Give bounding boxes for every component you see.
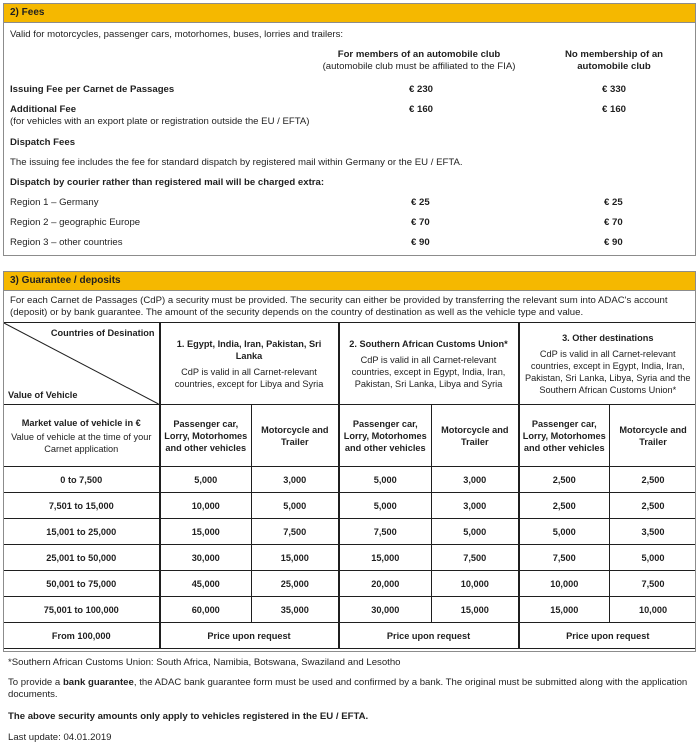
security-amount-cell: 3,000	[432, 467, 519, 493]
vehicle-type-row	[4, 405, 697, 467]
security-amount-cell: 25,000	[252, 571, 339, 597]
value-rows	[4, 467, 697, 623]
security-amount-cell: 5,000	[339, 493, 432, 519]
security-amount-cell: 7,500	[432, 545, 519, 571]
value-range-cell: 25,001 to 50,000	[4, 545, 160, 571]
region-2-nonmembers: € 70	[604, 217, 623, 228]
col-passenger-1: Passenger car, Lorry, Motorhomes and other vehicles	[160, 405, 252, 467]
destination-header-row	[4, 323, 697, 405]
security-amount-cell: 3,000	[432, 493, 519, 519]
security-amount-cell: 5,000	[252, 493, 339, 519]
security-amount-cell: 35,000	[252, 597, 339, 623]
security-amount-cell: 15,000	[519, 597, 610, 623]
additional-fee-label: Additional Fee	[10, 104, 77, 115]
col-motorcycle-2: Motorcycle and Trailer	[432, 405, 519, 467]
bank-guarantee-note	[8, 677, 694, 701]
security-amount-cell: 30,000	[339, 597, 432, 623]
fees-validity: Valid for motorcycles, passenger cars, motorhomes, buses, lorries and trailers:	[10, 29, 344, 40]
region-1-members: € 25	[411, 197, 430, 208]
col-nonmembers-title: No membership of an	[564, 49, 664, 60]
security-amount-cell: 45,000	[160, 571, 252, 597]
col-nonmembers-title2: automobile club	[577, 61, 651, 72]
col-passenger-3: Passenger car, Lorry, Motorhomes and other vehicles	[519, 405, 610, 467]
value-range-cell: 75,001 to 100,000	[4, 597, 160, 623]
table-row	[4, 545, 697, 571]
security-amount-cell: 60,000	[160, 597, 252, 623]
price-request-2: Price upon request	[339, 623, 519, 649]
security-amount-cell: 3,500	[610, 519, 696, 545]
table-row	[4, 571, 697, 597]
security-amount-cell: 5,000	[519, 519, 610, 545]
corner-cell	[4, 323, 160, 405]
destination-2-header	[339, 323, 519, 405]
destination-2-desc: CdP is valid in all Carnet-relevant countries, except in Egypt, India, Iran, Pakistan, Sri Lanka, Libya and Syria	[351, 354, 506, 389]
issuing-fee-nonmembers: € 330	[602, 84, 627, 95]
security-amount-cell: 15,000	[160, 519, 252, 545]
sacu-note: *Southern African Customs Union: South Africa, Namibia, Botswana, Swaziland and Lesotho	[8, 657, 401, 668]
destination-3-header	[519, 323, 696, 405]
col-passenger-2: Passenger car, Lorry, Motorhomes and other vehicles	[339, 405, 432, 467]
destination-1-title: 1. Egypt, India, Iran, Pakistan, Sri Lanka	[176, 338, 322, 361]
destination-1-desc: CdP is valid in all Carnet-relevant countries, except for Libya and Syria	[174, 366, 324, 389]
bank-post: , the ADAC bank guarantee form must be used and confirmed by a bank. The original must be submitted along with the application documents.	[8, 677, 688, 700]
value-range-cell: 0 to 7,500	[4, 467, 160, 493]
col-motorcycle-3: Motorcycle and Trailer	[610, 405, 696, 467]
security-amount-cell: 5,000	[432, 519, 519, 545]
security-amount-cell: 2,500	[519, 493, 610, 519]
corner-value-label: Value of Vehicle	[8, 390, 78, 400]
security-amount-cell: 30,000	[160, 545, 252, 571]
table-row	[4, 597, 697, 623]
destination-1-header	[160, 323, 339, 405]
security-amount-cell: 7,500	[252, 519, 339, 545]
price-request-3: Price upon request	[519, 623, 696, 649]
security-amount-cell: 20,000	[339, 571, 432, 597]
bank-bold: bank guarantee	[62, 677, 134, 688]
security-amount-cell: 5,000	[160, 467, 252, 493]
fees-section	[3, 3, 696, 256]
security-amount-cell: 2,500	[519, 467, 610, 493]
destination-3-title: 3. Other destinations	[562, 332, 654, 343]
last-row-range: From 100,000	[4, 623, 160, 649]
issuing-fee-label: Issuing Fee per Carnet de Passages	[10, 84, 175, 95]
region-3-members: € 90	[411, 237, 430, 248]
security-amount-cell: 5,000	[610, 545, 696, 571]
security-amount-cell: 7,500	[339, 519, 432, 545]
market-value-title: Market value of vehicle in €	[21, 417, 141, 428]
security-amount-cell: 15,000	[252, 545, 339, 571]
last-update: Last update: 04.01.2019	[8, 732, 112, 743]
destination-3-desc: CdP is valid in all Carnet-relevant countries, except in Egypt, India, Iran, Pakistan, Sri Lanka, Libya, Syria and the Southern African Customs Union*	[525, 348, 691, 395]
market-value-sub: Value of vehicle at the time of your Carnet application	[11, 431, 152, 454]
additional-fee-nonmembers: € 160	[602, 104, 627, 115]
security-amount-cell: 7,500	[610, 571, 696, 597]
security-amount-cell: 10,000	[432, 571, 519, 597]
security-amount-cell: 15,000	[432, 597, 519, 623]
dispatch-fees-label: Dispatch Fees	[10, 137, 76, 148]
issuing-fee-members: € 230	[409, 84, 434, 95]
security-amount-cell: 5,000	[339, 467, 432, 493]
additional-fee-members: € 160	[409, 104, 434, 115]
destination-2-title: 2. Southern African Customs Union*	[349, 338, 508, 349]
col-members-sub: (automobile club must be affiliated to the FIA)	[322, 61, 516, 72]
fees-header: 2) Fees	[4, 4, 695, 23]
table-row	[4, 467, 697, 493]
security-amount-cell: 10,000	[160, 493, 252, 519]
additional-fee-sub: (for vehicles with an export plate or registration outside the EU / EFTA)	[10, 116, 310, 127]
value-range-cell: 7,501 to 15,000	[4, 493, 160, 519]
security-amount-cell: 10,000	[610, 597, 696, 623]
courier-label: Dispatch by courier rather than registered mail will be charged extra:	[10, 177, 325, 188]
value-range-cell: 50,001 to 75,000	[4, 571, 160, 597]
region-1-nonmembers: € 25	[604, 197, 623, 208]
col-members-title: For members of an automobile club	[337, 49, 501, 60]
security-amount-cell: 15,000	[339, 545, 432, 571]
security-amount-cell: 2,500	[610, 467, 696, 493]
price-request-1: Price upon request	[160, 623, 339, 649]
bank-pre: To provide a	[8, 677, 63, 688]
security-amount-cell: 2,500	[610, 493, 696, 519]
security-amount-cell: 7,500	[519, 545, 610, 571]
col-motorcycle-1: Motorcycle and Trailer	[252, 405, 339, 467]
region-1-label: Region 1 – Germany	[10, 197, 99, 208]
corner-countries-label: Countries of Desination	[50, 328, 155, 338]
security-amount-cell: 3,000	[252, 467, 339, 493]
security-amount-cell: 10,000	[519, 571, 610, 597]
guarantee-intro: For each Carnet de Passages (CdP) a security must be provided. The security can either be provided by transferring the relevant sum into ADAC's account (deposit) or by bank guarantee. The amount of the security depends on the country of destination as well as the vehicle type and value.	[10, 295, 668, 318]
table-row	[4, 493, 697, 519]
market-value-header	[4, 405, 160, 467]
guarantee-section	[3, 271, 696, 652]
dispatch-note: The issuing fee includes the fee for standard dispatch by registered mail within Germany or the EU / EFTA.	[10, 157, 463, 168]
security-table	[3, 322, 696, 649]
last-row	[4, 623, 697, 649]
region-3-label: Region 3 – other countries	[10, 237, 123, 248]
guarantee-header: 3) Guarantee / deposits	[4, 272, 695, 291]
eu-efta-note: The above security amounts only apply to vehicles registered in the EU / EFTA.	[8, 711, 369, 722]
table-row	[4, 519, 697, 545]
region-3-nonmembers: € 90	[604, 237, 623, 248]
value-range-cell: 15,001 to 25,000	[4, 519, 160, 545]
region-2-members: € 70	[411, 217, 430, 228]
region-2-label: Region 2 – geographic Europe	[10, 217, 141, 228]
